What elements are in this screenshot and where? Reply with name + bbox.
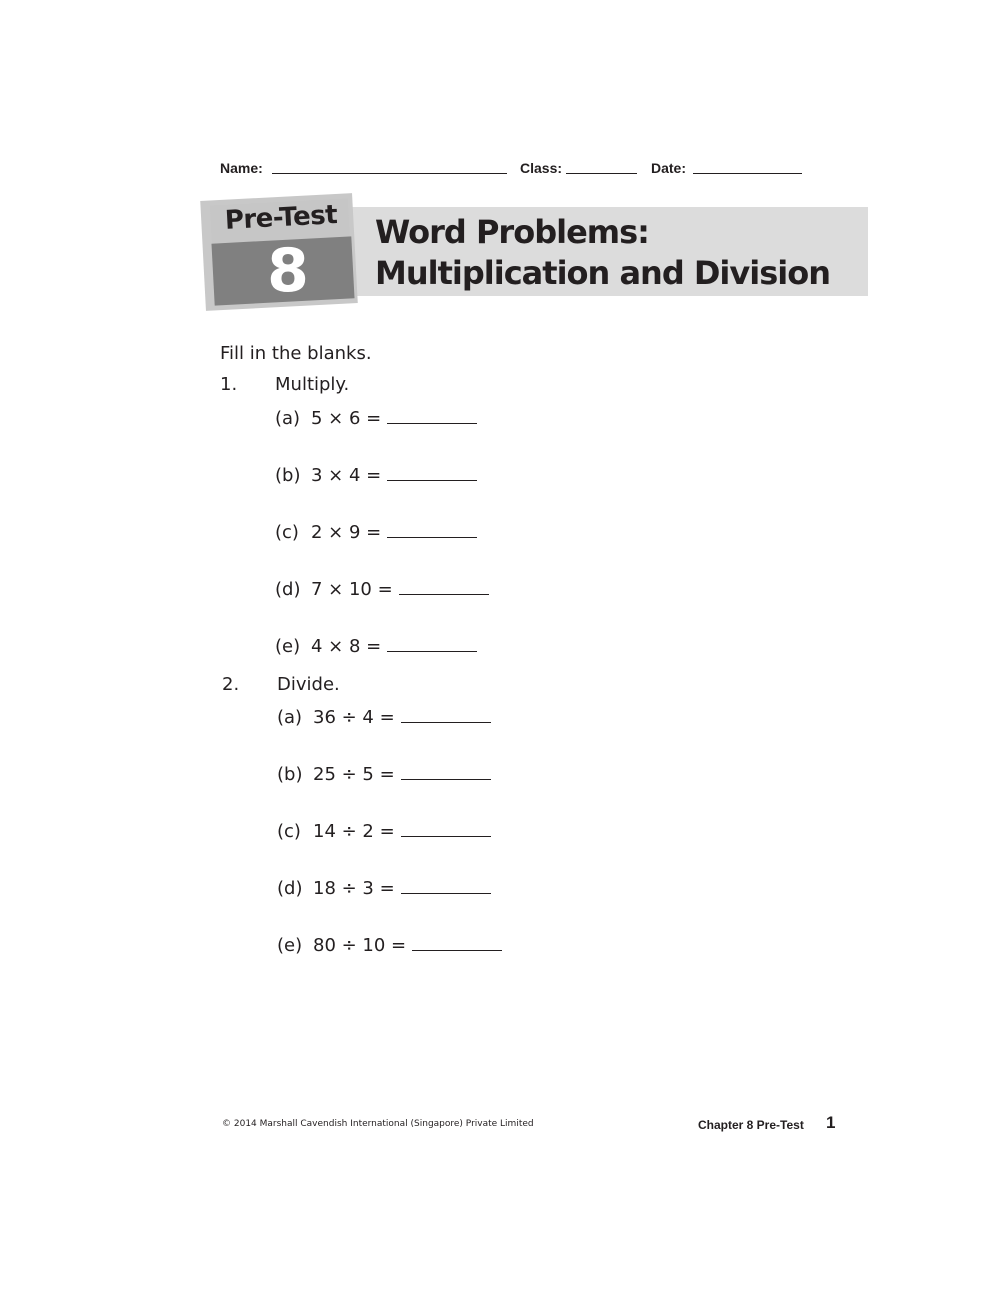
badge-label: Pre-Test — [224, 200, 338, 236]
item-expression: 14 ÷ 2 = — [313, 821, 395, 842]
question-1d — [275, 579, 489, 600]
answer-blank[interactable] — [387, 637, 477, 652]
item-label: (c) — [277, 821, 301, 842]
page-number: 1 — [826, 1113, 836, 1132]
question-2c — [277, 821, 491, 842]
section-2-heading: Divide. — [277, 674, 340, 695]
answer-blank[interactable] — [387, 523, 477, 538]
name-label: Name: — [220, 160, 263, 176]
title-line-2: Multiplication and Division — [375, 254, 830, 292]
item-label: (d) — [277, 878, 303, 899]
answer-blank[interactable] — [401, 879, 491, 894]
section-1-number: 1. — [220, 374, 238, 395]
page-title — [375, 212, 830, 294]
item-label: (d) — [275, 579, 301, 600]
item-expression: 36 ÷ 4 = — [313, 707, 395, 728]
answer-blank[interactable] — [401, 708, 491, 723]
item-label: (b) — [277, 764, 303, 785]
class-field[interactable] — [566, 173, 637, 174]
item-expression: 4 × 8 = — [311, 636, 382, 657]
question-1e — [275, 636, 477, 657]
item-label: (a) — [275, 408, 301, 429]
item-label: (e) — [275, 636, 301, 657]
name-field[interactable] — [272, 173, 507, 174]
item-expression: 5 × 6 = — [311, 408, 382, 429]
question-1a — [275, 408, 477, 429]
item-label: (c) — [275, 522, 299, 543]
question-2e — [277, 935, 502, 956]
item-expression: 80 ÷ 10 = — [313, 935, 407, 956]
item-expression: 25 ÷ 5 = — [313, 764, 395, 785]
copyright-notice: © 2014 Marshall Cavendish International (Singapore) Private Limited — [222, 1119, 534, 1129]
item-expression: 3 × 4 = — [311, 465, 382, 486]
date-field[interactable] — [693, 173, 802, 174]
instructions: Fill in the blanks. — [220, 343, 372, 364]
class-label: Class: — [520, 160, 563, 176]
question-2a — [277, 707, 491, 728]
question-1b — [275, 465, 477, 486]
item-expression: 18 ÷ 3 = — [313, 878, 395, 899]
question-2d — [277, 878, 491, 899]
chapter-label: Chapter 8 Pre-Test — [698, 1118, 804, 1132]
item-label: (a) — [277, 707, 303, 728]
question-2b — [277, 764, 491, 785]
item-label: (e) — [277, 935, 303, 956]
title-line-1: Word Problems: — [375, 213, 649, 251]
section-2-number: 2. — [222, 674, 240, 695]
answer-blank[interactable] — [387, 409, 477, 424]
question-1c — [275, 522, 477, 543]
item-label: (b) — [275, 465, 301, 486]
date-label: Date: — [651, 160, 687, 176]
item-expression: 7 × 10 = — [311, 579, 393, 600]
badge-number: 8 — [267, 236, 309, 306]
answer-blank[interactable] — [387, 466, 477, 481]
answer-blank[interactable] — [412, 936, 502, 951]
answer-blank[interactable] — [401, 822, 491, 837]
answer-blank[interactable] — [401, 765, 491, 780]
item-expression: 2 × 9 = — [311, 522, 382, 543]
answer-blank[interactable] — [399, 580, 489, 595]
section-1-heading: Multiply. — [275, 374, 350, 395]
